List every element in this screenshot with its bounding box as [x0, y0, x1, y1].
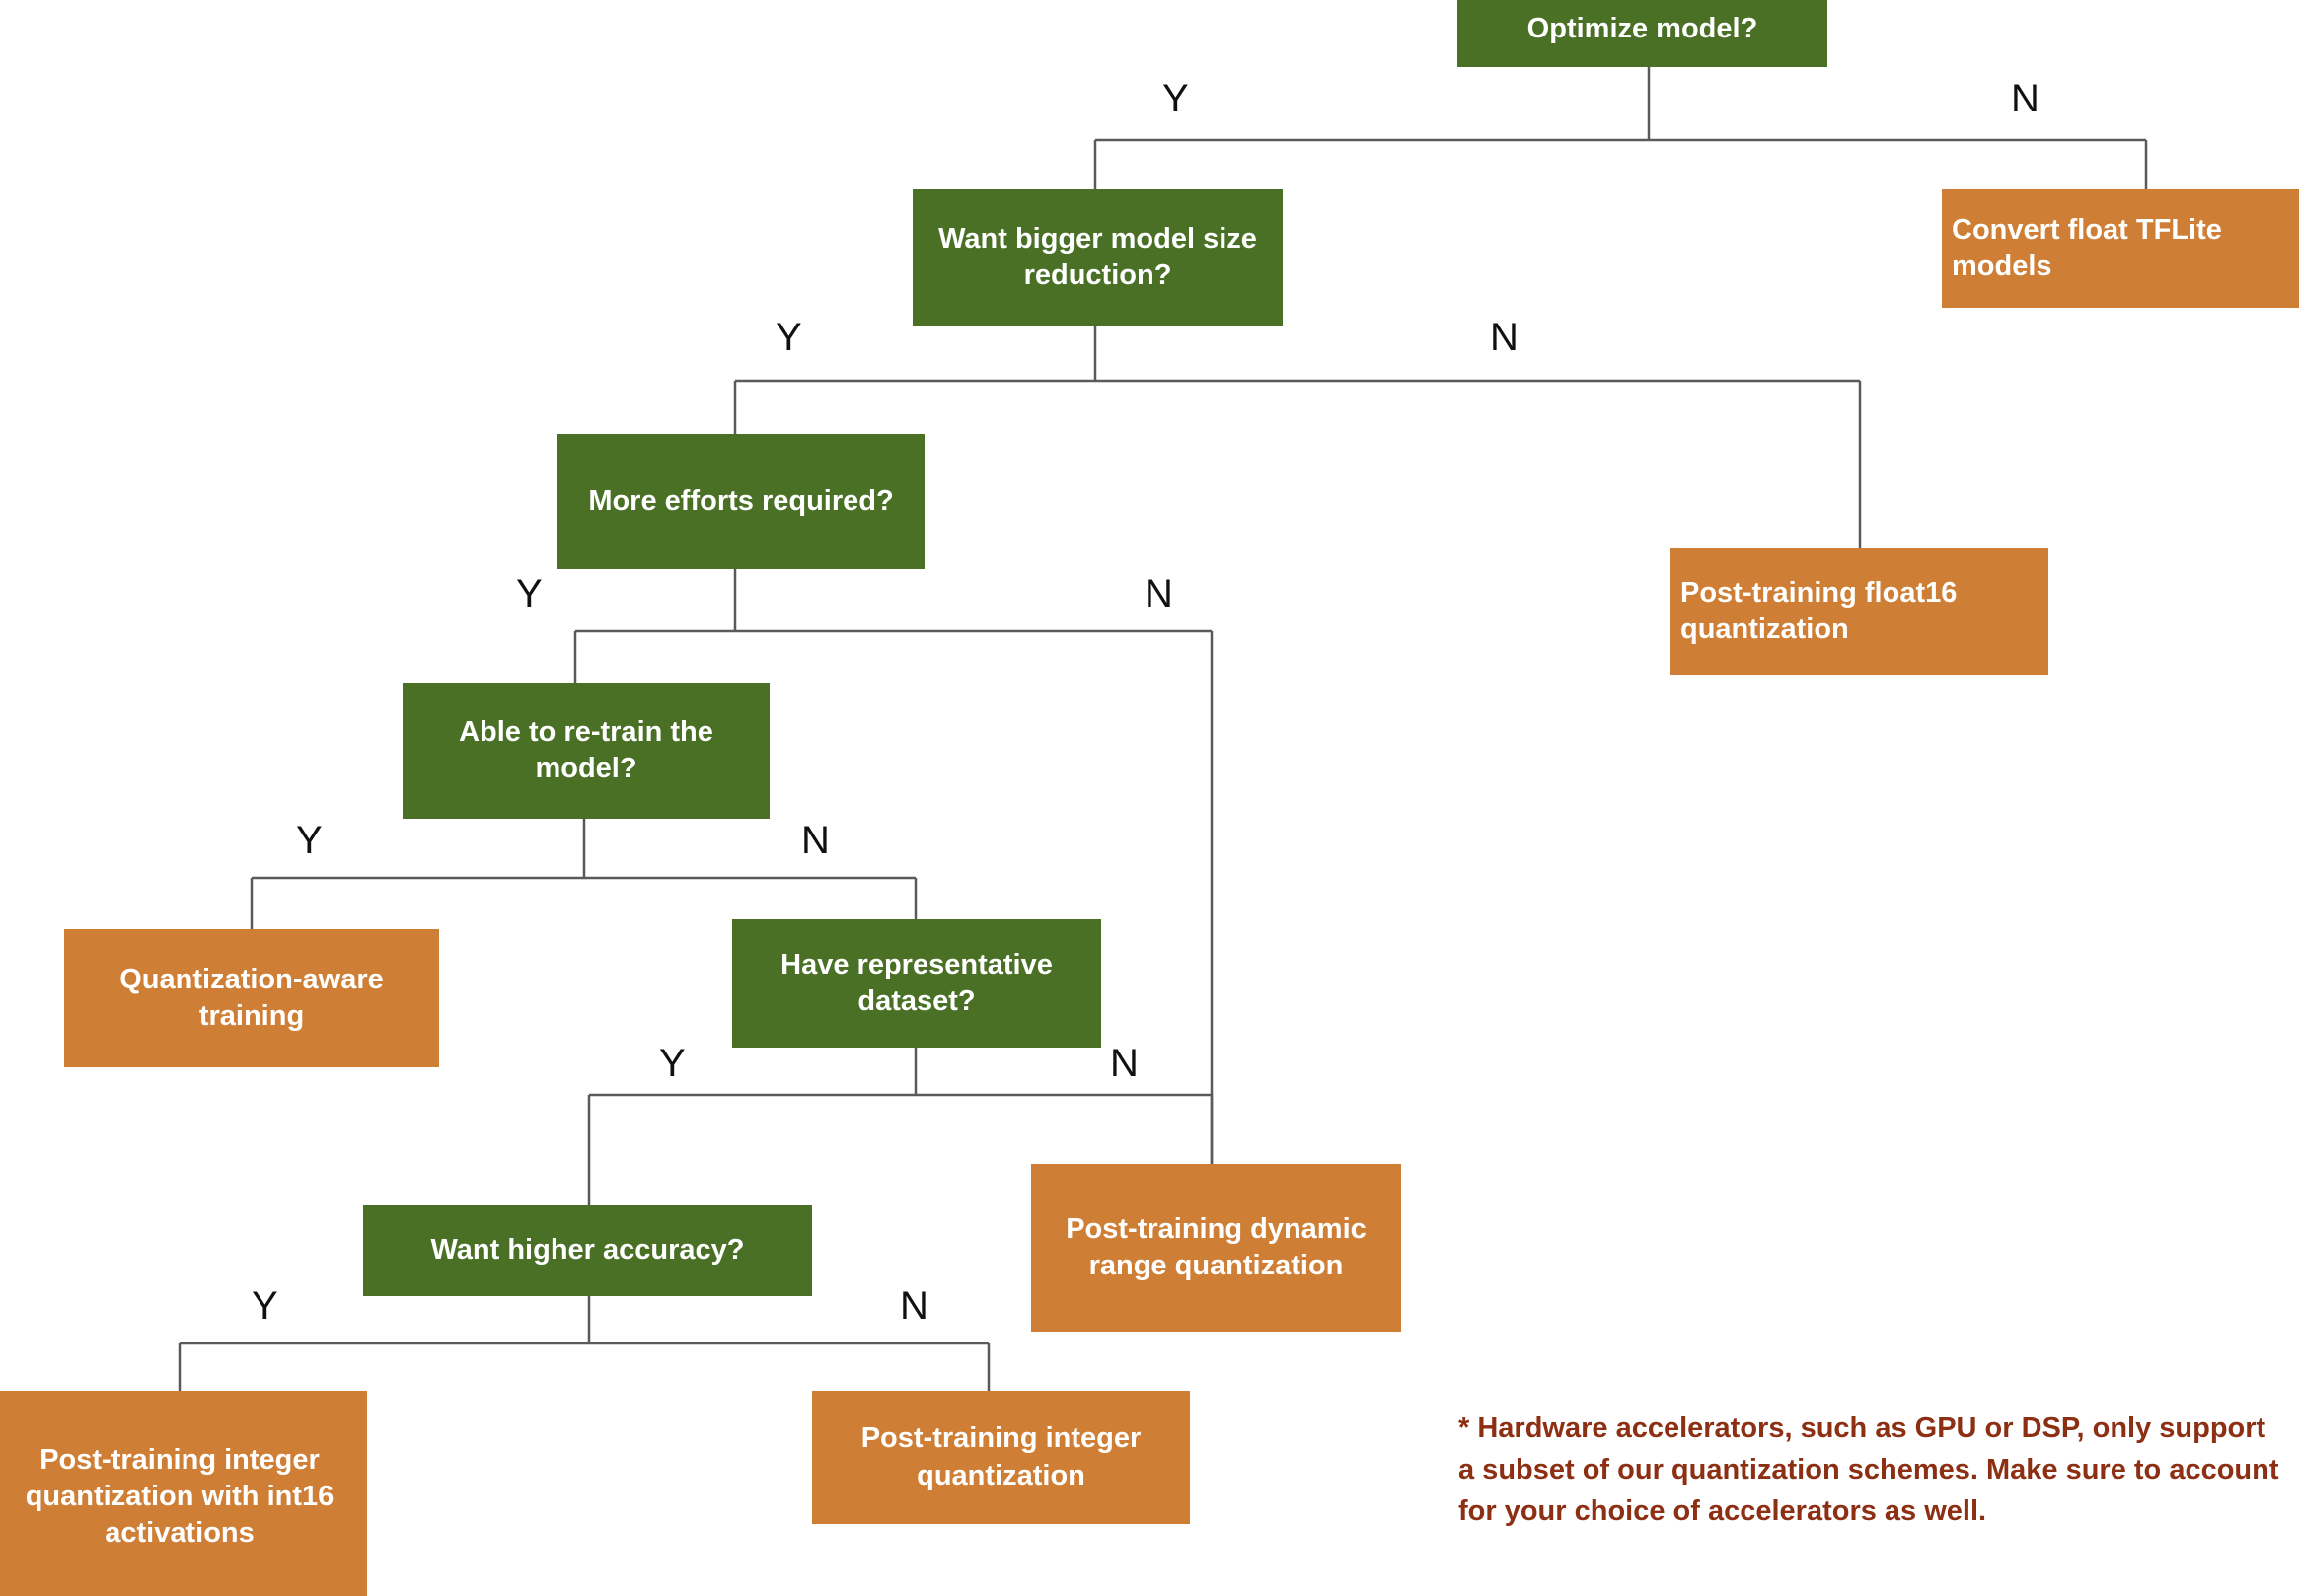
node-label: Post-training integer quantization with int16 activations — [25, 1443, 334, 1550]
edge-label-dataset-no: N — [1110, 1042, 1139, 1085]
node-label: Post-training integer quantization — [860, 1422, 1142, 1491]
edge-label-retrain-no: N — [801, 819, 830, 862]
node-post-training-int16-activations[interactable] — [0, 1391, 367, 1596]
hardware-accelerator-footnote: * Hardware accelerators, such as GPU or DSP, only support a subset of our quantization schemes. Make sure to account for your choice of accelerators as well. — [1458, 1413, 2279, 1528]
node-optimize-model[interactable] — [1457, 0, 1827, 67]
node-post-training-dynamic-range[interactable] — [1031, 1164, 1401, 1332]
node-have-representative-dataset[interactable] — [732, 919, 1101, 1048]
node-able-to-retrain[interactable] — [403, 683, 770, 819]
node-want-higher-accuracy[interactable] — [363, 1205, 812, 1296]
node-label: Have representative dataset? — [780, 948, 1053, 1017]
edge-label-accuracy-no: N — [900, 1284, 928, 1328]
edge-label-retrain-yes: Y — [296, 819, 323, 862]
edge-label-accuracy-yes: Y — [252, 1284, 278, 1328]
node-label: Optimize model? — [1526, 13, 1758, 45]
node-more-efforts-required[interactable] — [557, 434, 925, 569]
node-post-training-integer-quantization[interactable] — [812, 1391, 1190, 1524]
node-label: Quantization-aware training — [119, 963, 384, 1032]
edge-label-more-efforts-yes: Y — [516, 572, 543, 616]
edge-label-more-efforts-no: N — [1145, 572, 1173, 616]
node-label: Post-training dynamic range quantization — [1066, 1212, 1367, 1281]
node-label: Post-training float16 quantization — [1680, 576, 1958, 645]
edge-label-size-reduction-no: N — [1490, 316, 1519, 359]
node-want-bigger-size-reduction[interactable] — [913, 189, 1283, 326]
node-label: More efforts required? — [588, 484, 894, 517]
node-quantization-aware-training[interactable] — [64, 929, 439, 1067]
node-label: Want higher accuracy? — [430, 1234, 745, 1267]
edge-label-dataset-yes: Y — [659, 1042, 686, 1085]
edge-label-optimize-yes: Y — [1162, 77, 1189, 120]
edge-label-size-reduction-yes: Y — [776, 316, 802, 359]
node-label: Convert float TFLite models — [1952, 213, 2222, 282]
edge-label-optimize-no: N — [2011, 77, 2039, 120]
node-label: Want bigger model size reduction? — [938, 222, 1257, 291]
node-label: Able to re-train the model? — [459, 715, 713, 784]
node-post-training-float16[interactable] — [1670, 548, 2048, 675]
node-convert-float-tflite[interactable] — [1942, 189, 2299, 308]
